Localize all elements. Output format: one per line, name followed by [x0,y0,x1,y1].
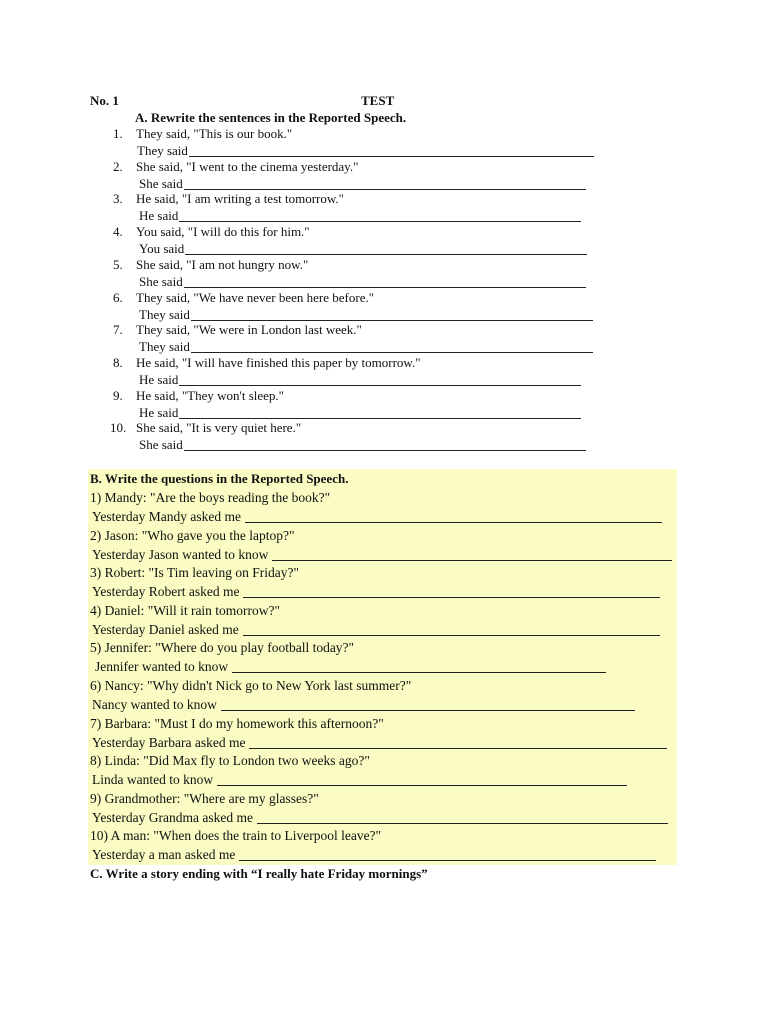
question-prompt: Yesterday Grandma asked me [92,809,253,825]
item-prompt: They said [139,306,190,322]
item-prompt: He said [139,208,179,224]
item-prompt: You said [139,241,185,257]
item-prompt: She said [139,175,183,191]
item-sentence: He said, "I am writing a test tomorrow." [136,191,344,207]
item-number: 10. [110,420,127,436]
item-number: 7. [113,322,123,338]
answer-line[interactable] [245,522,662,523]
answer-line[interactable] [217,785,627,786]
question-text: 6) Nancy: "Why didn't Nick go to New York last summer?" [90,678,412,693]
item-sentence: He said, "I will have finished this paper by tomorrow." [136,354,421,370]
question-prompt: Nancy wanted to know [92,697,217,712]
section-b-heading: B. Write the questions in the Reported Speech. [90,471,349,486]
question-text: 5) Jennifer: "Where do you play football today?" [90,640,355,656]
answer-line[interactable] [249,748,667,749]
answer-line[interactable] [243,597,660,598]
item-sentence: She said, "I went to the cinema yesterday." [136,158,359,174]
answer-line[interactable] [239,860,656,861]
question-prompt: Jennifer wanted to know [95,659,229,675]
answer-line[interactable] [191,320,593,321]
question-text: 1) Mandy: "Are the boys reading the book?" [90,490,331,505]
question-prompt: Yesterday Barbara asked me [92,734,246,750]
item-number: 5. [113,256,123,272]
item-number: 8. [113,354,123,370]
item-number: 1. [113,126,123,141]
answer-line[interactable] [191,352,593,353]
question-prompt: Linda wanted to know [92,772,214,788]
answer-line[interactable] [179,385,581,386]
item-number: 3. [113,191,123,207]
answer-line[interactable] [221,710,635,711]
item-sentence: She said, "It is very quiet here." [136,420,302,436]
question-prompt: Yesterday a man asked me [92,847,236,863]
answer-line[interactable] [184,450,586,451]
item-prompt: She said [139,273,183,289]
item-number: 2. [113,158,123,174]
item-sentence: They said, "This is our book." [136,126,293,141]
item-prompt: He said [139,371,179,387]
item-sentence: You said, "I will do this for him." [136,224,310,240]
test-number: No. 1 [90,93,119,108]
item-prompt: She said [139,437,183,453]
question-text: 8) Linda: "Did Max fly to London two weeks ago?" [90,753,370,769]
answer-line[interactable] [189,156,594,157]
section-c-heading: C. Write a story ending with “I really hate Friday mornings” [90,866,428,881]
item-prompt: They said [137,143,188,158]
item-number: 9. [113,387,123,403]
question-text: 10) A man: "When does the train to Liverpool leave?" [90,828,382,844]
question-text: 2) Jason: "Who gave you the laptop?" [90,527,295,543]
item-number: 4. [113,224,123,240]
item-prompt: He said [139,404,179,420]
item-prompt: They said [139,339,190,355]
answer-line[interactable] [184,189,586,190]
answer-line[interactable] [185,254,587,255]
answer-line[interactable] [257,823,668,824]
question-prompt: Yesterday Robert asked me [92,584,240,600]
question-text: 9) Grandmother: "Where are my glasses?" [90,790,319,806]
answer-line[interactable] [272,560,672,561]
question-text: 3) Robert: "Is Tim leaving on Friday?" [90,565,300,581]
page-title: TEST [361,93,395,108]
item-number: 6. [113,289,123,305]
question-prompt: Yesterday Jason wanted to know [92,546,269,562]
item-sentence: They said, "We were in London last week." [136,322,362,338]
item-sentence: She said, "I am not hungry now." [136,256,309,272]
answer-line[interactable] [184,287,586,288]
question-text: 4) Daniel: "Will it rain tomorrow?" [90,602,281,618]
item-sentence: He said, "They won't sleep." [136,387,284,403]
answer-line[interactable] [179,418,581,419]
question-prompt: Yesterday Mandy asked me [92,509,241,524]
question-prompt: Yesterday Daniel asked me [92,621,239,637]
answer-line[interactable] [232,672,606,673]
answer-line[interactable] [179,221,581,222]
answer-line[interactable] [243,635,660,636]
question-text: 7) Barbara: "Must I do my homework this afternoon?" [90,715,384,731]
item-sentence: They said, "We have never been here before." [136,289,375,305]
section-a-heading: A. Rewrite the sentences in the Reported Speech. [135,110,407,125]
